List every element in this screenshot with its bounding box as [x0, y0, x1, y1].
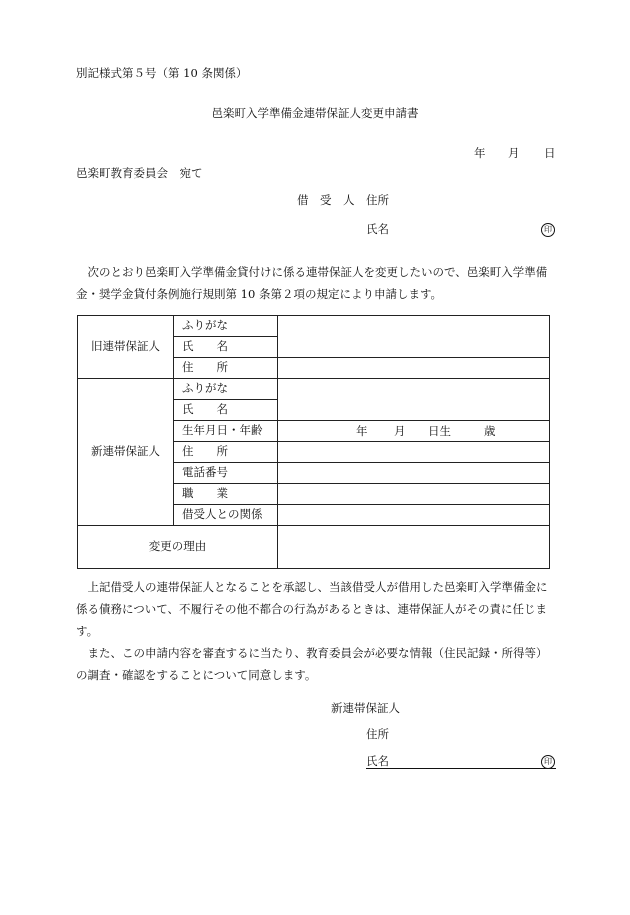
reason-label: 変更の理由 [78, 526, 278, 569]
relationship-label: 借受人との関係 [174, 505, 278, 526]
date-month-label: 月 [508, 146, 520, 160]
birth-day-label: 日生 [428, 424, 451, 438]
addressee: 邑楽町教育委員会 宛て [76, 166, 203, 180]
reason-field[interactable] [278, 526, 550, 569]
old-address-label: 住 所 [174, 358, 278, 379]
phone-field[interactable] [278, 463, 550, 484]
consent-paragraph-2: また、この申請内容を審査するに当たり、教育委員会が必要な情報（住民記録・所得等）の調査・確認をすることについて同意します。 [76, 646, 548, 682]
signature-address-label: 住所 [366, 727, 389, 741]
new-address-label: 住 所 [174, 442, 278, 463]
birth-month-label: 月 [394, 424, 406, 438]
occupation-label: 職 業 [174, 484, 278, 505]
new-name-label: 氏 名 [174, 400, 278, 421]
age-label: 歳 [484, 424, 496, 438]
old-address-field[interactable] [278, 358, 550, 379]
signature-role: 新連帯保証人 [331, 701, 400, 715]
date-day-label: 日 [544, 146, 556, 160]
borrower-address-label: 住所 [366, 193, 389, 207]
new-name-field[interactable] [278, 379, 550, 421]
relationship-field[interactable] [278, 505, 550, 526]
table-row [78, 526, 550, 569]
consent-paragraph-1: 上記借受人の連帯保証人となることを承認し、当該借受人が借用した邑楽町入学準備金に係る債務について、不履行その他不都合の行為があるときは、連帯保証人がその責に任じます。 [76, 580, 548, 638]
old-guarantor-label: 旧連帯保証人 [78, 316, 174, 379]
signature-name-underline[interactable] [366, 768, 556, 769]
old-furigana-label: ふりがな [174, 316, 278, 337]
signature-seal-icon: 印 [541, 755, 555, 769]
new-furigana-label: ふりがな [174, 379, 278, 400]
birth-age-field[interactable] [278, 421, 550, 442]
occupation-field[interactable] [278, 484, 550, 505]
date-year-label: 年 [474, 146, 486, 160]
borrower-seal-icon: 印 [541, 223, 555, 237]
new-address-field[interactable] [278, 442, 550, 463]
phone-label: 電話番号 [174, 463, 278, 484]
intro-paragraph: 次のとおり邑楽町入学準備金貸付けに係る連帯保証人を変更したいので、邑楽町入学準備金・奨学金貸付条例施行規則第 10 条第２項の規定により申請します。 [76, 265, 548, 301]
form-number: 別記様式第５号（第 10 条関係） [76, 66, 248, 80]
borrower-role: 借 受 人 [297, 193, 355, 207]
table-row [78, 316, 550, 337]
birth-year-label: 年 [356, 424, 368, 438]
table-row [78, 379, 550, 400]
birth-age-label: 生年月日・年齢 [174, 421, 278, 442]
new-guarantor-label: 新連帯保証人 [78, 379, 174, 526]
borrower-name-label: 氏名 [366, 222, 389, 236]
document-title: 邑楽町入学準備金連帯保証人変更申請書 [211, 106, 419, 120]
old-name-label: 氏 名 [174, 337, 278, 358]
old-name-field[interactable] [278, 316, 550, 358]
guarantor-change-table [77, 315, 550, 569]
signature-name-label: 氏名 [366, 754, 389, 768]
